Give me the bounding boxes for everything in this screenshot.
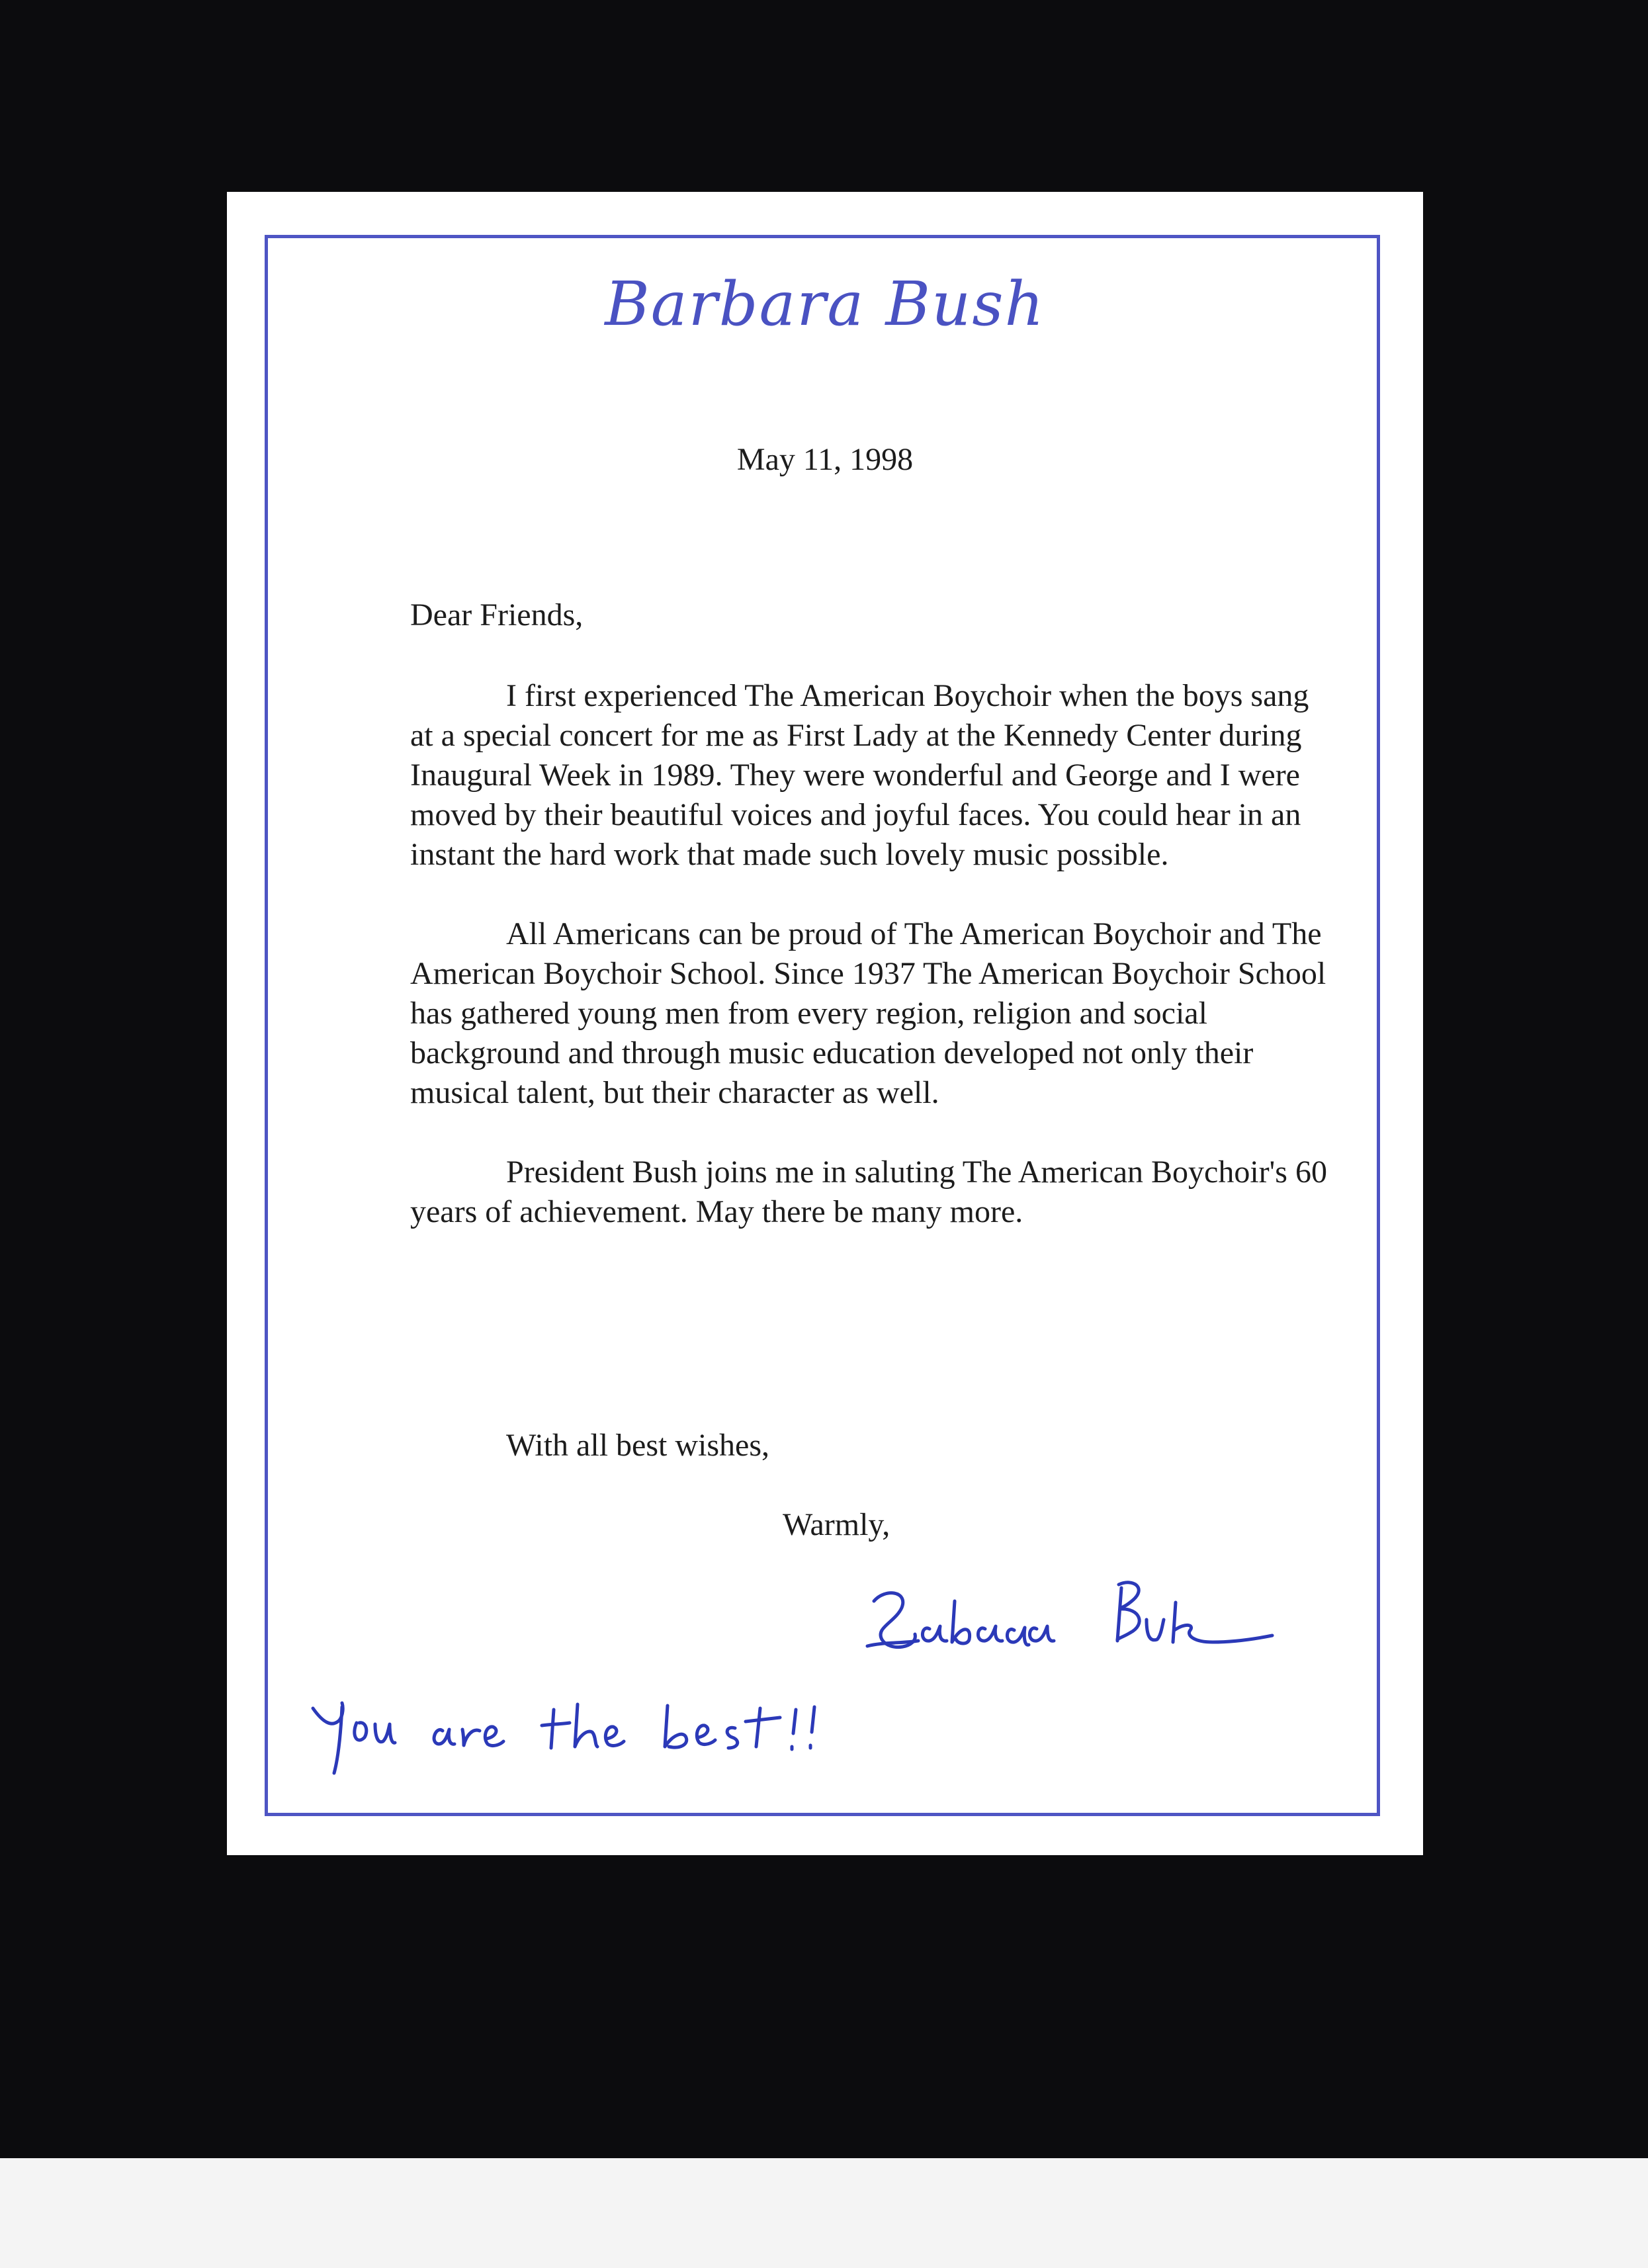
letter-card [227,192,1423,1855]
handwritten-note [306,1680,915,1780]
letter-body [410,676,1336,1272]
body-paragraph: All Americans can be proud of The American Boychoir and The American Boychoir School. Since 1937 The American Boychoir School has gathered young men from every region, religion and social background and through music education developed not only their musical talent, but their character as well. [410,916,1326,1110]
scan-bottom-strip [0,2158,1648,2268]
letter-salutation: Dear Friends, [410,597,584,632]
handwritten-signature [855,1561,1305,1674]
letterhead-name: Barbara Bush [605,269,1045,339]
closing-warmly: Warmly, [783,1507,890,1542]
letter-date: May 11, 1998 [736,442,914,477]
body-paragraph: I first experienced The American Boychoir when the boys sang at a special concert for me as First Lady at the Kennedy Center during Inaugural Week in 1989. They were wonderful and George and I were moved by their beautiful voices and joyful faces. You could hear in an instant the hard work that made such lovely music possible. [410,678,1309,872]
closing-wishes: With all best wishes, [506,1428,770,1463]
body-paragraph: President Bush joins me in saluting The American Boychoir's 60 years of achievement. May there be many more. [410,1155,1327,1229]
